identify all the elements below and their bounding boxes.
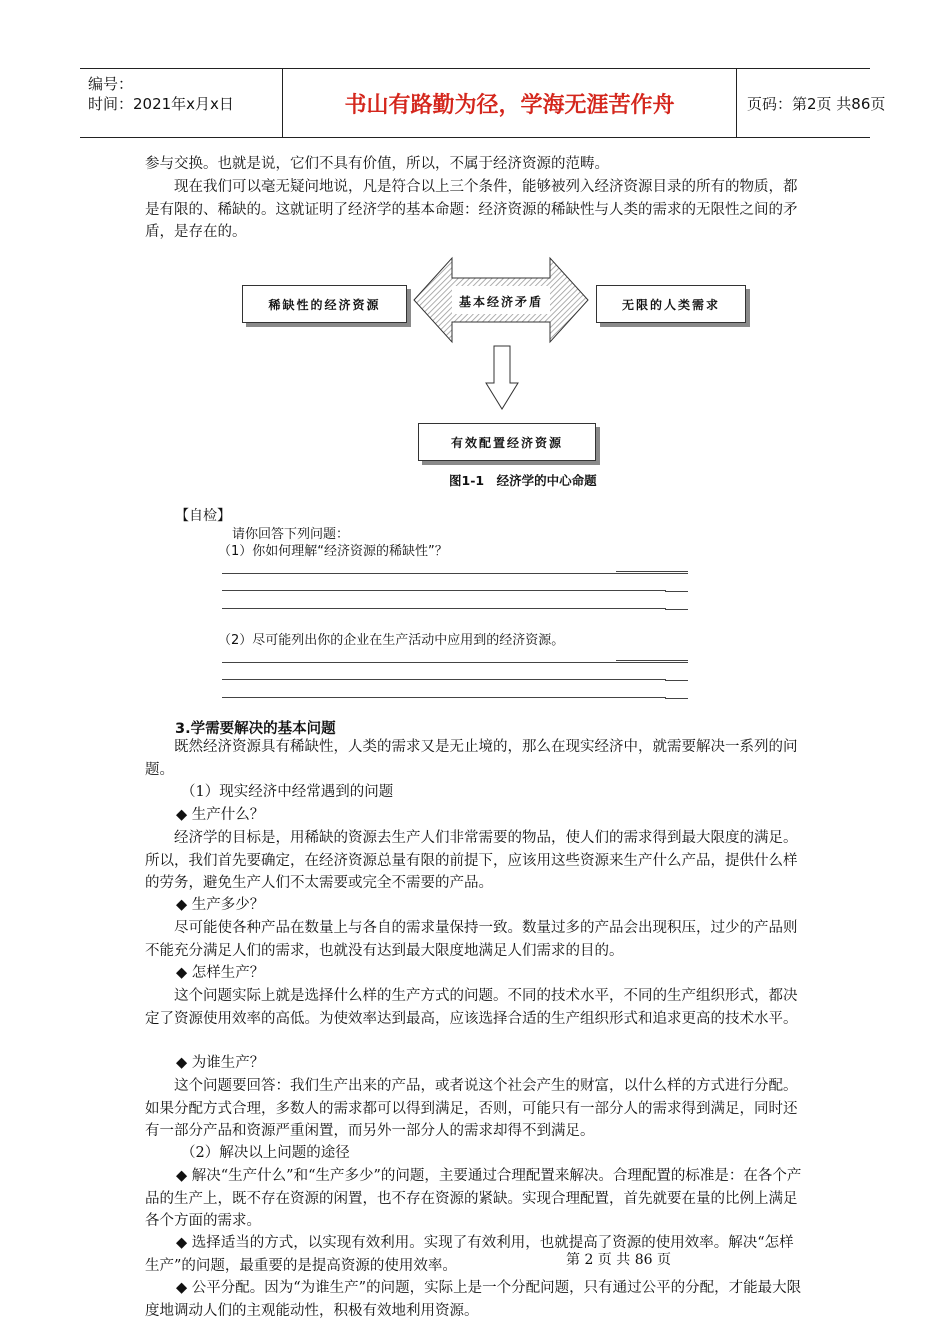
left-box: 稀缺性的经济资源 — [242, 285, 407, 323]
page-header — [80, 68, 886, 138]
diagram-caption: 图1-1 经济学的中心命题 — [449, 473, 597, 488]
answer-line — [222, 679, 666, 680]
intro-paragraph-1: 参与交换。也就是说，它们不具有价值，所以，不属于经济资源的范畴。 — [145, 156, 609, 172]
header-page-info: 页码：第2页 共86页 — [747, 94, 886, 113]
section-paragraph: 既然经济资源具有稀缺性，人类的需求又是无止境的，那么在现实经济中，就需要解决一系列的问题。 — [145, 739, 798, 778]
answer-line — [222, 608, 666, 609]
bullet-for-whom: ◆ 为谁生产？ — [176, 1055, 265, 1071]
question-1: （1）你如何理解“经济资源的稀缺性”？ — [218, 544, 448, 559]
self-check-prompt: 请你回答下列问题： — [232, 527, 350, 542]
center-arrow-label: 基本经济矛盾 — [458, 294, 543, 309]
section-paragraph: 这个问题实际上就是选择什么样的生产方式的问题。不同的技术水平，不同的生产组织形式，都决定了资源使用效率的高低。为使效率达到最高，应该选择合适的生产组织形式和追求更高的技术水平。 — [145, 988, 798, 1027]
time-label: 时间：2021年x月x日 — [88, 95, 234, 113]
section-paragraph: ◆ 选择适当的方式，以实现有效利用。实现了有效利用，也就提高了资源的使用效率。解决“怎样生产”的问题，最重要的是提高资源的使用效率。 — [145, 1235, 794, 1274]
page-footer: 第 2 页 共 86 页 — [566, 1252, 671, 1268]
bottom-box: 有效配置经济资源 — [418, 423, 596, 461]
section-paragraph: ◆ 公平分配。因为“为谁生产”的问题，实际上是一个分配问题，只有通过公平的分配，才能最大限度地调动人们的主观能动性，积极有效地利用资源。 — [145, 1280, 802, 1319]
answer-line — [222, 697, 666, 698]
answer-line — [222, 573, 688, 574]
answer-line — [222, 590, 666, 591]
question-2: （2）尽可能列出你的企业在生产活动中应用到的经济资源。 — [218, 633, 565, 648]
bullet-how: ◆ 怎样生产？ — [176, 965, 265, 981]
answer-line — [222, 662, 688, 663]
bullet-how-much: ◆ 生产多少？ — [176, 897, 265, 913]
answer-line — [665, 698, 688, 699]
subheading-problems: （1）现实经济中经常遇到的问题 — [181, 784, 394, 800]
section-paragraph: 尽可能使各种产品在数量上与各自的需求量保持一致。数量过多的产品会出现积压，过少的产品则不能充分满足人们的需求，也就没有达到最大限度地满足人们需求的目的。 — [145, 920, 798, 959]
bullet-what: ◆ 生产什么？ — [176, 807, 265, 823]
answer-line — [665, 609, 688, 610]
section-paragraph: 经济学的目标是，用稀缺的资源去生产人们非常需要的物品，使人们的需求得到最大限度的满足。所以，我们首先要确定，在经济资源总量有限的前提下，应该用这些资源来生产什么产品，提供什么样的劳务，避免生产人们不太需要或完全不需要的产品。 — [145, 830, 798, 891]
down-arrow-icon — [485, 345, 519, 411]
answer-line — [665, 591, 688, 592]
answer-line — [616, 571, 688, 572]
intro-paragraph-2: 现在我们可以毫无疑问地说，凡是符合以上三个条件，能够被列入经济资源目录的所有的物质，都是有限的、稀缺的。这就证明了经济学的基本命题：经济资源的稀缺性与人类的需求的无限性之间的矛盾，是存在的。 — [145, 179, 798, 240]
answer-line — [665, 680, 688, 681]
section-paragraph: 这个问题要回答：我们生产出来的产品，或者说这个社会产生的财富，以什么样的方式进行分配。如果分配方式合理，多数人的需求都可以得到满足，否则，可能只有一部分人的需求得到满足，同时还有一部分产品和资源严重闲置，而另外一部分人的需求却得不到满足。 — [145, 1078, 798, 1139]
header-meta — [80, 69, 283, 137]
subheading-solutions: （2）解决以上问题的途径 — [181, 1145, 350, 1161]
answer-line — [616, 660, 688, 661]
number-label: 编号： — [88, 75, 134, 93]
right-box: 无限的人类需求 — [596, 285, 746, 323]
self-check-title: 【自检】 — [175, 508, 231, 524]
header-motto: 书山有路勤为径，学海无涯苦作舟 — [283, 69, 737, 137]
section-heading: 3.学需要解决的基本问题 — [175, 721, 336, 737]
section-paragraph: ◆ 解决“生产什么”和“生产多少”的问题，主要通过合理配置来解决。合理配置的标准是：在各个产品的生产上，既不存在资源的闲置，也不存在资源的紧缺。实现合理配置，首先就要在量的比例上满足各个方面的需求。 — [145, 1168, 802, 1229]
